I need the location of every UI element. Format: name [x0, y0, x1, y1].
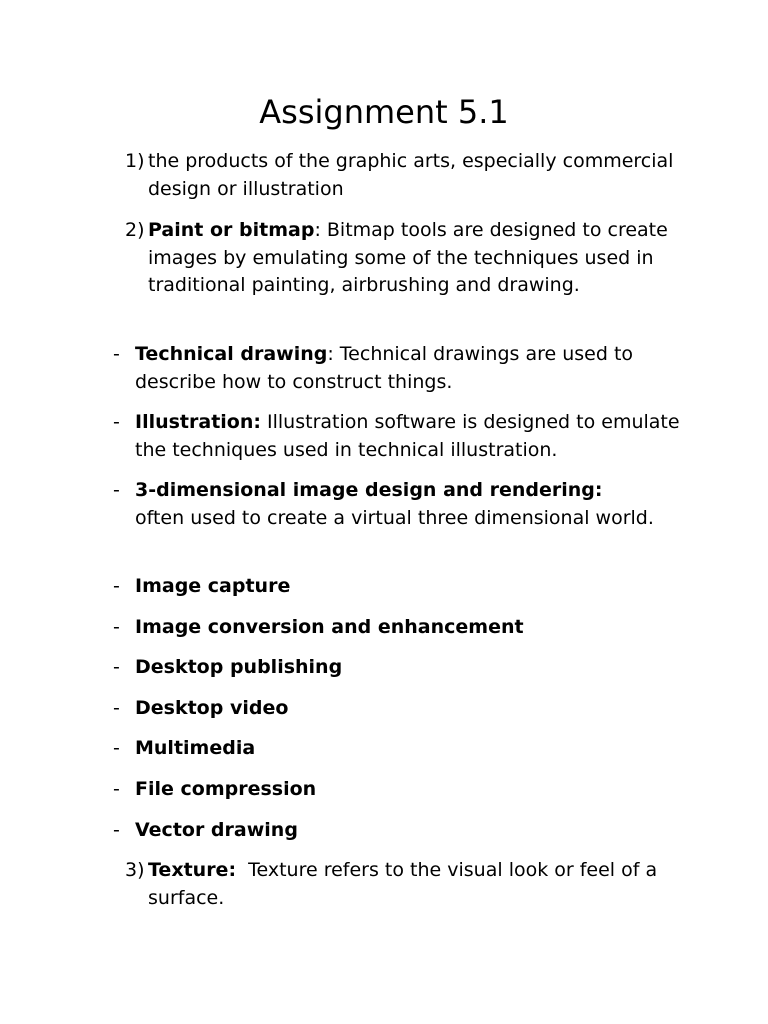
page-title: Assignment 5.1: [259, 93, 509, 131]
bullet-term: Desktop video: [135, 697, 289, 719]
bullet-text: [135, 573, 695, 601]
bullet-term: Illustration:: [135, 411, 261, 433]
item-marker: 1): [125, 150, 145, 172]
bullet-text: [135, 654, 695, 682]
numbered-item-2: [0, 217, 768, 329]
bullet-item: [0, 573, 768, 601]
bullet-marker: -: [113, 737, 120, 759]
item-body: : Bitmap tools are designed to create images by emulating some of the techniques used in traditional painting, airbrushing and drawing.: [148, 219, 668, 296]
item-body: Texture refers to the visual look or feel of a surface.: [148, 859, 664, 909]
bullet-text: [135, 776, 695, 804]
item-text: [148, 857, 668, 912]
bullet-text: [135, 477, 695, 532]
bullet-item: [0, 614, 768, 642]
bullet-body: often used to create a virtual three dimensional world.: [135, 506, 654, 529]
bullet-item: [0, 776, 768, 804]
bullet-item: [0, 341, 768, 397]
bullet-term: Vector drawing: [135, 819, 298, 841]
item-text: [148, 148, 688, 203]
bullet-marker: -: [113, 656, 120, 678]
bullet-term: File compression: [135, 778, 317, 800]
bullet-term: Desktop publishing: [135, 656, 343, 678]
bullet-text: [135, 695, 695, 723]
item-text: [148, 217, 678, 300]
item-term: Texture:: [148, 859, 237, 881]
item-term: Paint or bitmap: [148, 219, 315, 241]
item-body: the products of the graphic arts, especially commercial design or illustration: [148, 150, 674, 200]
bullet-item: [0, 695, 768, 723]
bullet-marker: -: [113, 575, 120, 597]
item-marker: 2): [125, 219, 145, 241]
item-marker: 3): [125, 859, 145, 881]
bullet-text: [135, 341, 680, 396]
bullet-marker: -: [113, 343, 120, 365]
numbered-item-1: [0, 148, 768, 204]
bullet-term: Technical drawing: [135, 343, 328, 365]
bullet-marker: -: [113, 411, 120, 433]
numbered-item-3: [0, 857, 768, 913]
bullet-marker: -: [113, 697, 120, 719]
bullet-item: [0, 409, 768, 465]
bullet-body: : Technical drawings are used to describe how to construct things.: [135, 343, 634, 393]
bullet-text: [135, 735, 695, 763]
bullet-term: Image capture: [135, 575, 291, 597]
bullet-term: 3-dimensional image design and rendering:: [135, 479, 603, 501]
bullet-item: [0, 654, 768, 682]
bullet-marker: -: [113, 616, 120, 638]
bullet-text: [135, 817, 695, 845]
bullet-item: [0, 735, 768, 763]
bullet-marker: -: [113, 479, 120, 501]
bullet-body: Illustration software is designed to emulate the techniques used in technical illustration.: [135, 411, 680, 461]
bullet-item: [0, 817, 768, 845]
bullet-text: [135, 614, 695, 642]
bullet-item: [0, 477, 768, 561]
bullet-marker: -: [113, 778, 120, 800]
bullet-term: Multimedia: [135, 737, 256, 759]
bullet-term: Image conversion and enhancement: [135, 616, 524, 638]
bullet-text: [135, 409, 680, 464]
bullet-marker: -: [113, 819, 120, 841]
